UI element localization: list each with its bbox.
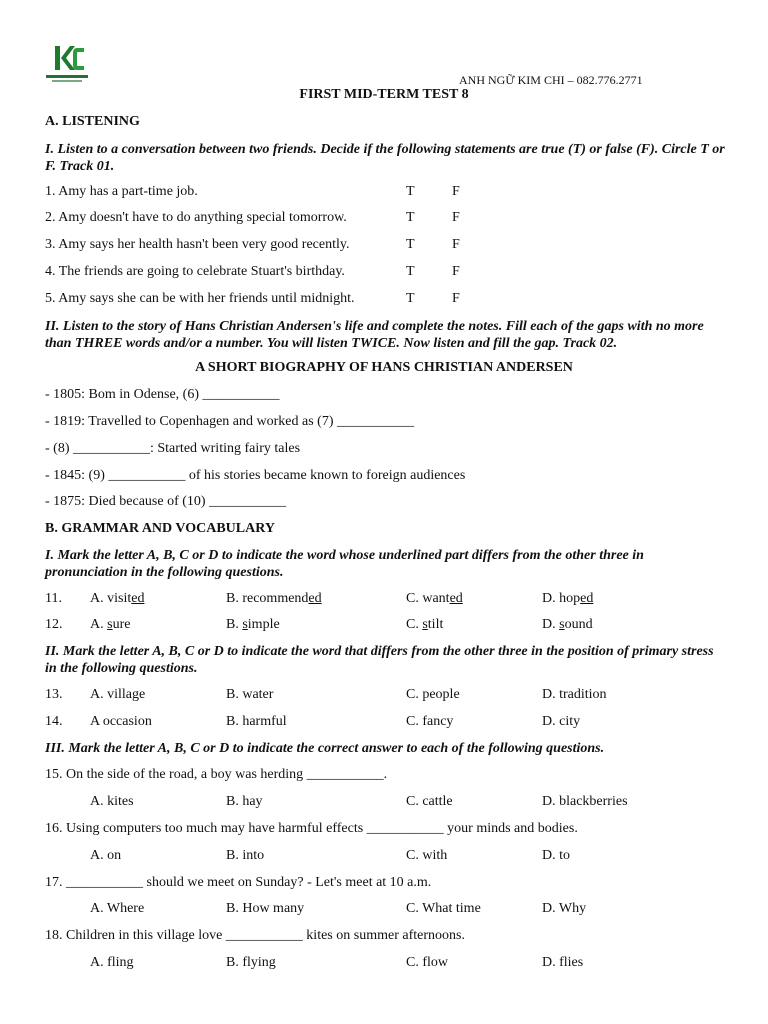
q17-option-b[interactable]: B. How many <box>226 901 305 916</box>
q18-option-a[interactable]: A. fling <box>90 955 134 970</box>
q16-option-c[interactable]: C. with <box>406 848 448 863</box>
q17-option-c[interactable]: C. What time <box>406 901 481 916</box>
q18-option-b[interactable]: B. flying <box>226 955 276 970</box>
true-option-2[interactable]: T <box>406 210 415 225</box>
q13-number: 13. <box>45 687 63 702</box>
q15-option-a[interactable]: A. kites <box>90 794 134 809</box>
q14-number: 14. <box>45 714 63 729</box>
q11-option-d[interactable]: D. hoped <box>542 591 594 606</box>
false-option-3[interactable]: F <box>452 237 460 252</box>
section-a-heading: A. LISTENING <box>45 114 140 129</box>
q13-option-d[interactable]: D. tradition <box>542 687 607 702</box>
q18-option-d[interactable]: D. flies <box>542 955 584 970</box>
q16-stem: 16. Using computers too much may have harmful effects ___________ your minds and bodies. <box>45 821 578 836</box>
q16-option-a[interactable]: A. on <box>90 848 122 863</box>
q12-number: 12. <box>45 617 63 632</box>
q16-option-b[interactable]: B. into <box>226 848 265 863</box>
test-title: FIRST MID-TERM TEST 8 <box>299 87 469 102</box>
q11-option-a[interactable]: A. visited <box>90 591 145 606</box>
statement-1: 1. Amy has a part-time job. <box>45 184 198 199</box>
false-option-1[interactable]: F <box>452 184 460 199</box>
q15-option-c[interactable]: C. cattle <box>406 794 453 809</box>
q16-option-d[interactable]: D. to <box>542 848 570 863</box>
q14-option-a[interactable]: A occasion <box>90 714 152 729</box>
q12-option-a[interactable]: A. sure <box>90 617 131 632</box>
section-b-heading: B. GRAMMAR AND VOCABULARY <box>45 521 275 536</box>
q14-option-d[interactable]: D. city <box>542 714 581 729</box>
q13-option-b[interactable]: B. water <box>226 687 274 702</box>
false-option-4[interactable]: F <box>452 264 460 279</box>
brand-contact-line: ANH NGỮ KIM CHI – 082.776.2771 <box>459 73 643 87</box>
note-9: - 1845: (9) ___________ of his stories became known to foreign audiences <box>45 468 466 483</box>
q18-stem: 18. Children in this village love ___________ kites on summer afternoons. <box>45 928 465 943</box>
true-option-1[interactable]: T <box>406 184 415 199</box>
q17-option-d[interactable]: D. Why <box>542 901 587 916</box>
grammar-part2-instruction: II. Mark the letter A, B, C or D to indicate the word that differs from the other three in the position of primary stress in the following questions. <box>45 644 714 676</box>
q11-option-c[interactable]: C. wanted <box>406 591 463 606</box>
q13-option-c[interactable]: C. people <box>406 687 460 702</box>
false-option-5[interactable]: F <box>452 291 460 306</box>
note-8: - (8) ___________: Started writing fairy tales <box>45 441 301 456</box>
q17-stem: 17. ___________ should we meet on Sunday? - Let's meet at 10 a.m. <box>45 875 432 890</box>
listening-part1-instruction: I. Listen to a conversation between two friends. Decide if the following statements are true (T) or false (F). Circle T or F. Track 01. <box>45 142 725 174</box>
statement-4: 4. The friends are going to celebrate Stuart's birthday. <box>45 264 345 279</box>
note-7: - 1819: Travelled to Copenhagen and worked as (7) ___________ <box>45 414 414 429</box>
note-6: - 1805: Bom in Odense, (6) ___________ <box>45 387 280 402</box>
q15-stem: 15. On the side of the road, a boy was herding ___________. <box>45 767 388 782</box>
q12-option-c[interactable]: C. stilt <box>406 617 444 632</box>
q15-option-d[interactable]: D. blackberries <box>542 794 628 809</box>
q17-option-a[interactable]: A. Where <box>90 901 145 916</box>
true-option-4[interactable]: T <box>406 264 415 279</box>
q18-option-c[interactable]: C. flow <box>406 955 448 970</box>
q12-option-d[interactable]: D. sound <box>542 617 593 632</box>
grammar-part3-instruction: III. Mark the letter A, B, C or D to indicate the correct answer to each of the following questions. <box>45 741 605 756</box>
statement-2: 2. Amy doesn't have to do anything special tomorrow. <box>45 210 347 225</box>
listening-part2-instruction: II. Listen to the story of Hans Christian Andersen's life and complete the notes. Fill each of the gaps with no more than THREE words and/or a number. You will listen TWICE. Now listen and fill the gap. Track 02. <box>45 319 704 351</box>
false-option-2[interactable]: F <box>452 210 460 225</box>
q12-option-b[interactable]: B. simple <box>226 617 280 632</box>
q15-option-b[interactable]: B. hay <box>226 794 263 809</box>
q13-option-a[interactable]: A. village <box>90 687 146 702</box>
q11-number: 11. <box>45 591 62 606</box>
true-option-5[interactable]: T <box>406 291 415 306</box>
q14-option-b[interactable]: B. harmful <box>226 714 287 729</box>
q11-option-b[interactable]: B. recommended <box>226 591 322 606</box>
note-10: - 1875: Died because of (10) ___________ <box>45 494 287 509</box>
statement-5: 5. Amy says she can be with her friends until midnight. <box>45 291 355 306</box>
true-option-3[interactable]: T <box>406 237 415 252</box>
kim-chi-logo <box>44 44 90 86</box>
biography-title: A SHORT BIOGRAPHY OF HANS CHRISTIAN ANDERSEN <box>195 360 573 375</box>
statement-3: 3. Amy says her health hasn't been very good recently. <box>45 237 350 252</box>
grammar-part1-instruction: I. Mark the letter A, B, C or D to indicate the word whose underlined part differs from the other three in pronunciation in the following questions. <box>45 548 644 580</box>
q14-option-c[interactable]: C. fancy <box>406 714 454 729</box>
